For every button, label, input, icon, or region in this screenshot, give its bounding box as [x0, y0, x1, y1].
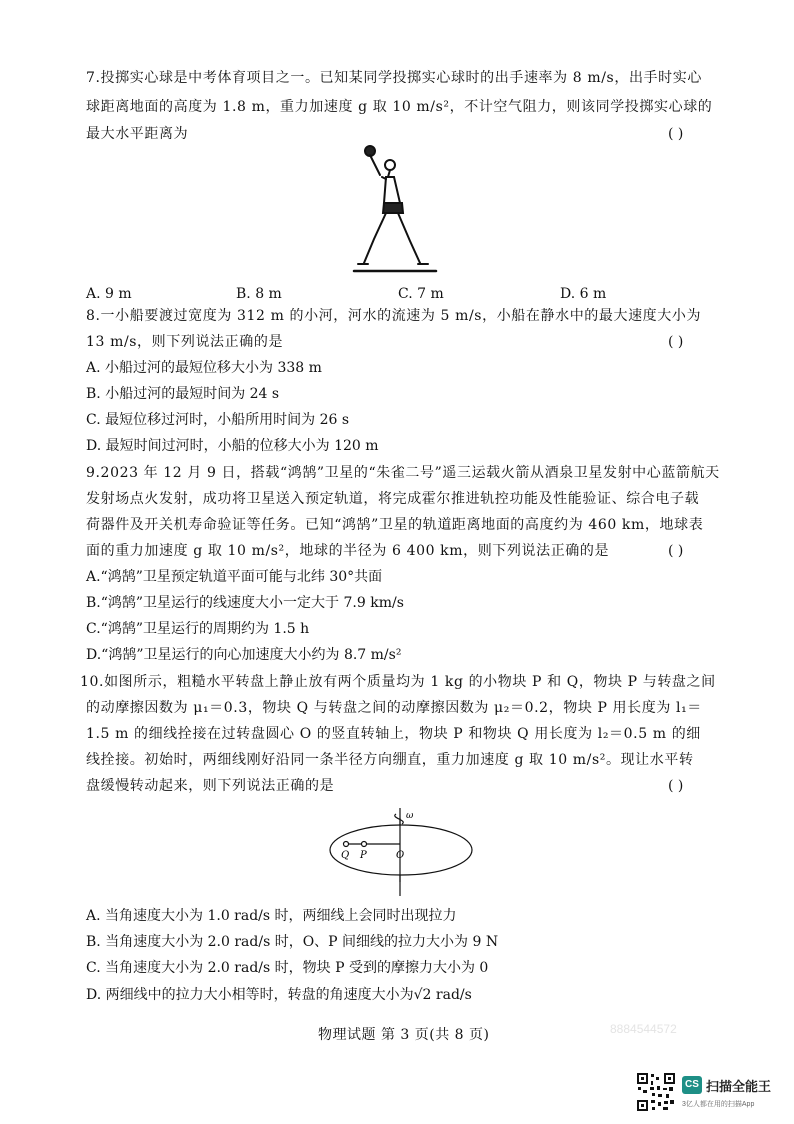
- camscanner-name: 扫描全能王: [706, 1079, 772, 1094]
- q9-line-4: 面的重力加速度 g 取 10 m/s²，地球的半径为 6 400 km，则下列说法正确的是: [86, 543, 610, 559]
- q8-option-c: C. 最短位移过河时，小船所用时间为 26 s: [86, 412, 350, 428]
- turntable-figure: [326, 806, 476, 898]
- shot-put-figure: [350, 143, 440, 275]
- omega-label: ω: [406, 811, 414, 821]
- q8-option-b: B. 小船过河的最短时间为 24 s: [86, 386, 280, 402]
- q7-line-2: 球距离地面的高度为 1.8 m，重力加速度 g 取 10 m/s²，不计空气阻力，则该同学投掷实心球的: [86, 99, 713, 115]
- q8-answer-paren: ( ): [668, 334, 684, 350]
- q10-line-3: 1.5 m 的细线拴接在过转盘圆心 O 的竖直转轴上，物块 P 和物块 Q 用长度为 l₂＝0.5 m 的细: [86, 726, 701, 742]
- q10-option-c: C. 当角速度大小为 2.0 rad/s 时，物块 P 受到的摩擦力大小为 0: [86, 960, 489, 976]
- q9-line-1: 9.2023 年 12 月 9 日，搭载“鸿鹄”卫星的“朱雀二号”遥三运载火箭从酒泉卫星发射中心蓝箭航天: [86, 465, 720, 481]
- q7-option-c: C. 7 m: [398, 286, 444, 302]
- q7-option-a: A. 9 m: [86, 286, 132, 302]
- watermark-text: 8884544572: [610, 1022, 677, 1036]
- qr-code-icon: [636, 1072, 676, 1112]
- q10-option-a: A. 当角速度大小为 1.0 rad/s 时，两细线上会同时出现拉力: [86, 908, 457, 924]
- o-label: O: [396, 850, 405, 861]
- q-label: Q: [341, 850, 350, 861]
- q8-line-2: 13 m/s，则下列说法正确的是: [86, 334, 284, 350]
- q7-line-1: 7.投掷实心球是中考体育项目之一。已知某同学投掷实心球时的出手速率为 8 m/s，出手时实心: [86, 70, 702, 86]
- q9-option-d: D.“鸿鹄”卫星运行的向心加速度大小约为 8.7 m/s²: [86, 647, 402, 663]
- q9-option-b: B.“鸿鹄”卫星运行的线速度大小一定大于 7.9 km/s: [86, 595, 404, 611]
- camscanner-tagline: 3亿人都在用的扫描App: [682, 1101, 755, 1108]
- q7-option-d: D. 6 m: [560, 286, 607, 302]
- q10-line-4: 线拴接。初始时，两细线刚好沿同一条半径方向绷直，重力加速度 g 取 10 m/s²。现让水平转: [86, 752, 694, 768]
- camscanner-logo: CS: [682, 1076, 702, 1094]
- q10-option-b: B. 当角速度大小为 2.0 rad/s 时，O、P 间细线的拉力大小为 9 N: [86, 934, 499, 950]
- q9-option-c: C.“鸿鹄”卫星运行的周期约为 1.5 h: [86, 621, 310, 637]
- q8-line-1: 8.一小船要渡过宽度为 312 m 的小河，河水的流速为 5 m/s，小船在静水中的最大速度大小为: [86, 308, 702, 324]
- q7-option-b: B. 8 m: [236, 286, 282, 302]
- q9-option-a: A.“鸿鹄”卫星预定轨道平面可能与北纬 30°共面: [86, 569, 383, 585]
- q7-line-3: 最大水平距离为: [86, 126, 189, 142]
- page-footer: 物理试题 第 3 页(共 8 页): [318, 1027, 490, 1043]
- q10-line-5: 盘缓慢转动起来，则下列说法正确的是: [86, 778, 335, 794]
- q10-answer-paren: ( ): [668, 778, 684, 794]
- q10-line-1: 10.如图所示，粗糙水平转盘上静止放有两个质量均为 1 kg 的小物块 P 和 Q，物块 P 与转盘之间: [80, 674, 716, 690]
- q10-line-2: 的动摩擦因数为 μ₁＝0.3，物块 Q 与转盘之间的动摩擦因数为 μ₂＝0.2，物块 P 用长度为 l₁＝: [86, 700, 702, 716]
- q9-answer-paren: ( ): [668, 543, 684, 559]
- q9-line-2: 发射场点火发射，成功将卫星送入预定轨道，将完成霍尔推进轨控功能及性能验证、综合电子载: [86, 491, 700, 507]
- q8-option-a: A. 小船过河的最短位移大小为 338 m: [86, 360, 322, 376]
- q9-line-3: 荷器件及开关机寿命验证等任务。已知“鸿鹄”卫星的轨道距离地面的高度约为 460 km，地球表: [86, 517, 704, 533]
- q10-option-d: D. 两细线中的拉力大小相等时，转盘的角速度大小为√2 rad/s: [86, 987, 472, 1003]
- q8-option-d: D. 最短时间过河时，小船的位移大小为 120 m: [86, 438, 379, 454]
- q7-answer-paren: ( ): [668, 126, 684, 142]
- p-label: P: [360, 850, 367, 861]
